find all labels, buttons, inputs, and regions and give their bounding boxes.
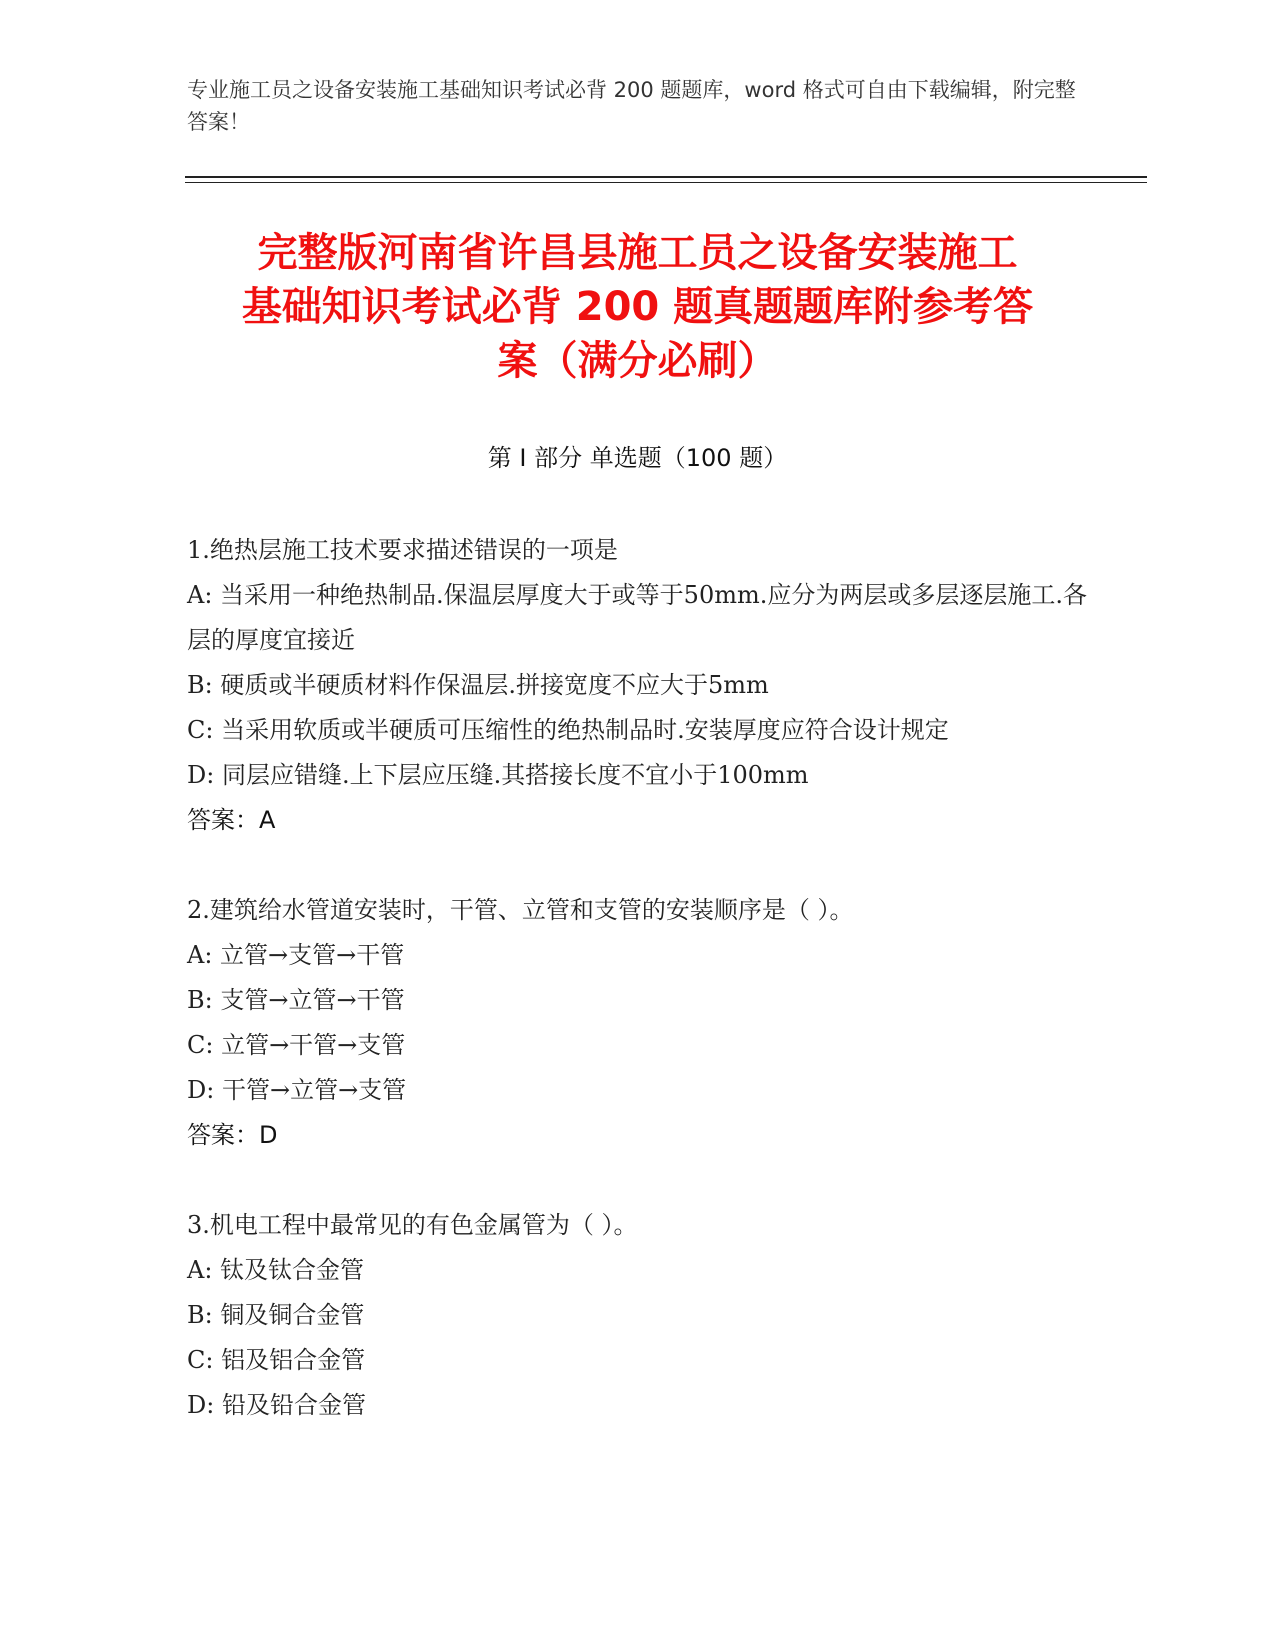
option-c: C: 铝及铝合金管 [187, 1346, 366, 1374]
option-d: D: 铅及铅合金管 [187, 1391, 366, 1419]
section-heading: 第 I 部分 单选题（100 题） [487, 444, 788, 472]
option-d: D: 同层应错缝.上下层应压缝.其搭接长度不宜小于100mm [187, 761, 809, 789]
option-b: B: 支管→立管→干管 [187, 986, 405, 1014]
option-a: A: 当采用一种绝热制品.保温层厚度大于或等于50mm.应分为两层或多层逐层施工.各层的厚度宜接近 [187, 581, 1087, 654]
answer-line: 答案：D [187, 1121, 278, 1149]
question-stem: 1.绝热层施工技术要求描述错误的一项是 [187, 536, 618, 564]
title-line-2: 基础知识考试必背 200 题真题题库附参考答 [241, 284, 1034, 330]
header-divider-thin [185, 182, 1147, 183]
option-c: C: 当采用软质或半硬质可压缩性的绝热制品时.安装厚度应符合设计规定 [187, 716, 949, 744]
header-note: 专业施工员之设备安装施工基础知识考试必背 200 题题库，word 格式可自由下载编辑，附完整答案！ [187, 78, 1076, 134]
question-2 [187, 888, 1087, 1158]
question-stem: 2.建筑给水管道安装时，干管、立管和支管的安装顺序是（ ）。 [187, 896, 854, 924]
option-b: B: 铜及铜合金管 [187, 1301, 365, 1329]
option-b: B: 硬质或半硬质材料作保温层.拼接宽度不应大于5mm [187, 671, 769, 699]
question-stem: 3.机电工程中最常见的有色金属管为（ ）。 [187, 1211, 638, 1239]
option-c: C: 立管→干管→支管 [187, 1031, 406, 1059]
option-a: A: 立管→支管→干管 [187, 941, 405, 969]
option-a: A: 钛及钛合金管 [187, 1256, 365, 1284]
document-title [150, 226, 1125, 388]
title-line-3: 案（满分必刷） [497, 338, 778, 384]
title-line-1: 完整版河南省许昌县施工员之设备安装施工 [257, 230, 1018, 276]
question-3 [187, 1203, 1087, 1428]
question-list [187, 528, 1087, 1473]
question-1 [187, 528, 1087, 843]
answer-line: 答案：A [187, 806, 276, 834]
header-divider-thick [185, 176, 1147, 178]
option-d: D: 干管→立管→支管 [187, 1076, 407, 1104]
